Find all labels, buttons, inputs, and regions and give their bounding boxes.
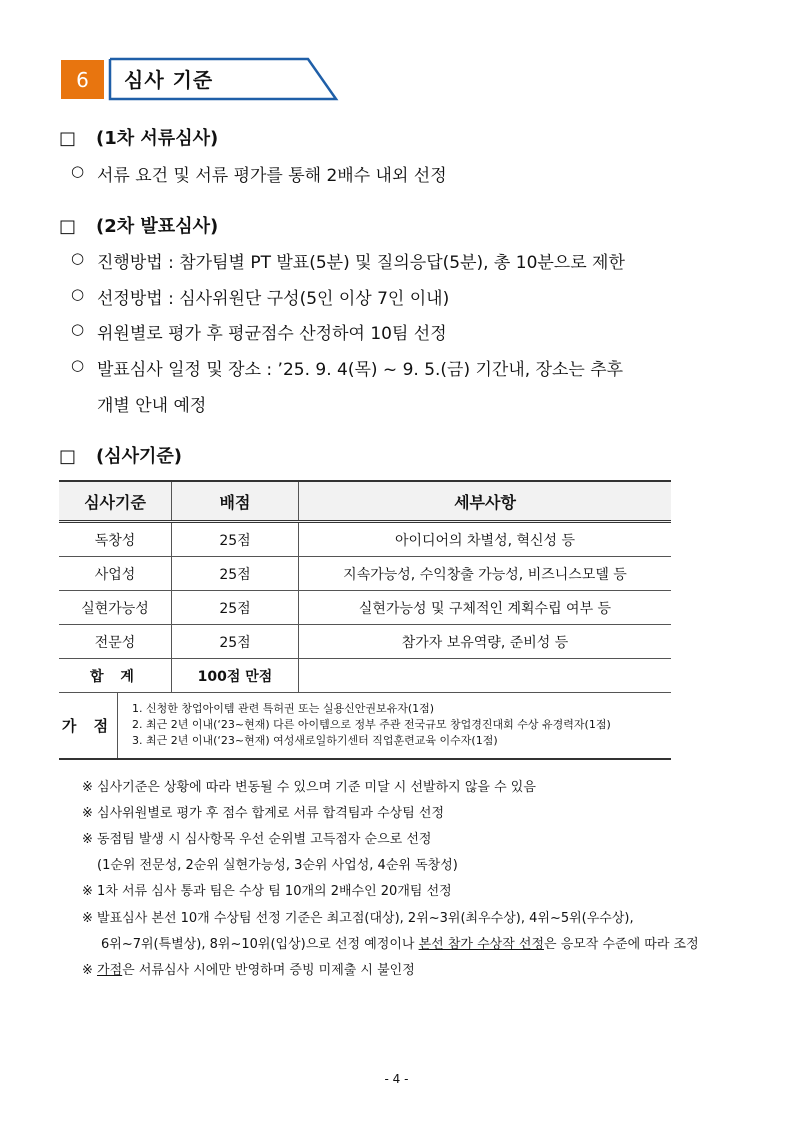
circle-bullet-icon: ○ — [71, 356, 85, 374]
note-5-cont: 6위~7위(특별상), 8위~10위(입상)으로 선정 예정이나 본선 참가 수상작 선정은 응모작 수준에 따라 조정 — [101, 937, 699, 952]
cell-score: 25점 — [172, 591, 299, 625]
box-bullet-icon: □ — [59, 446, 77, 467]
bonus-item: 2. 최근 2년 이내(‘23~현재) 다른 아이템으로 정부 주관 전국규모 창업경진대회 수상 유경력자(1점) — [132, 718, 611, 731]
section-number: 6 — [61, 60, 104, 99]
first-round-item: ○ 서류 요건 및 서류 평가를 통해 2배수 내외 선정 — [71, 162, 447, 186]
bonus-row — [59, 692, 671, 759]
header-details: 세부사항 — [299, 481, 672, 522]
cell-details: 실현가능성 및 구체적인 계획수립 여부 등 — [299, 591, 672, 625]
bonus-list — [118, 692, 672, 759]
cell-details: 지속가능성, 수익창출 가능성, 비즈니스모델 등 — [299, 557, 672, 591]
criteria-heading: □ (심사기준) — [59, 446, 183, 467]
note-3-cont: (1순위 전문성, 2순위 실현가능성, 3순위 사업성, 4순위 독창성) — [97, 858, 458, 873]
cell-criteria: 사업성 — [59, 557, 172, 591]
cell-score: 25점 — [172, 625, 299, 659]
circle-bullet-icon: ○ — [71, 162, 85, 180]
circle-bullet-icon: ○ — [71, 249, 85, 267]
second-round-item: ○ 진행방법 : 참가팀별 PT 발표(5분) 및 질의응답(5분), 총 10분으로 제한 — [71, 249, 625, 273]
header-criteria: 심사기준 — [59, 481, 172, 522]
underlined-text: 본선 참가 수상작 선정 — [418, 937, 544, 952]
bonus-item: 3. 최근 2년 이내(‘23~현재) 여성새로일하기센터 직업훈련교육 이수자(1점) — [132, 734, 498, 747]
second-round-item: ○ 위원별로 평가 후 평균점수 산정하여 10팀 선정 — [71, 320, 447, 344]
total-value: 100점 만점 — [172, 659, 299, 693]
circle-bullet-icon: ○ — [71, 285, 85, 303]
table-header-row — [59, 481, 671, 522]
note-6: ※ 가점은 서류심사 시에만 반영하며 증빙 미제출 시 불인정 — [82, 963, 415, 978]
cell-score: 25점 — [172, 557, 299, 591]
cell-details: 참가자 보유역량, 준비성 등 — [299, 625, 672, 659]
cell-criteria: 독창성 — [59, 522, 172, 557]
table-row — [59, 557, 671, 591]
cell-criteria: 실현가능성 — [59, 591, 172, 625]
section-title: 심사 기준 — [124, 68, 214, 92]
total-empty — [299, 659, 672, 693]
note-5: ※ 발표심사 본선 10개 수상팀 선정 기준은 최고점(대상), 2위~3위(최우수상), 4위~5위(우수상), — [82, 911, 634, 926]
table-row — [59, 625, 671, 659]
box-bullet-icon: □ — [59, 216, 77, 237]
cell-criteria: 전문성 — [59, 625, 172, 659]
table-row — [59, 591, 671, 625]
underlined-text: 가점 — [97, 963, 123, 978]
note-1: ※ 심사기준은 상황에 따라 변동될 수 있으며 기준 미달 시 선발하지 않을 수 있음 — [82, 780, 536, 795]
circle-bullet-icon: ○ — [71, 320, 85, 338]
criteria-table — [59, 480, 671, 693]
note-2: ※ 심사위원별로 평가 후 점수 합계로 서류 합격팀과 수상팀 선정 — [82, 806, 445, 821]
second-round-item-cont: 개별 안내 예정 — [97, 396, 207, 416]
bonus-table — [59, 692, 671, 760]
bonus-label: 가 점 — [59, 692, 118, 759]
table-row — [59, 522, 671, 557]
bonus-item: 1. 신청한 창업아이템 관련 특허권 또는 실용신안권보유자(1점) — [132, 702, 435, 715]
total-label: 합 계 — [59, 659, 172, 693]
first-round-heading: □ (1차 서류심사) — [59, 128, 219, 149]
total-row — [59, 659, 671, 693]
second-round-heading: □ (2차 발표심사) — [59, 216, 219, 237]
cell-score: 25점 — [172, 522, 299, 557]
box-bullet-icon: □ — [59, 128, 77, 149]
cell-details: 아이디어의 차별성, 혁신성 등 — [299, 522, 672, 557]
page-number: - 4 - — [384, 1072, 409, 1086]
header-score: 배점 — [172, 481, 299, 522]
note-3: ※ 동점팀 발생 시 심사항목 우선 순위별 고득점자 순으로 선정 — [82, 832, 432, 847]
second-round-item: ○ 발표심사 일정 및 장소 : ’25. 9. 4(목) ~ 9. 5.(금) 기간내, 장소는 추후 — [71, 356, 624, 380]
second-round-item: ○ 선정방법 : 심사위원단 구성(5인 이상 7인 이내) — [71, 285, 450, 309]
note-4: ※ 1차 서류 심사 통과 팀은 수상 팀 10개의 2배수인 20개팀 선정 — [82, 884, 452, 899]
